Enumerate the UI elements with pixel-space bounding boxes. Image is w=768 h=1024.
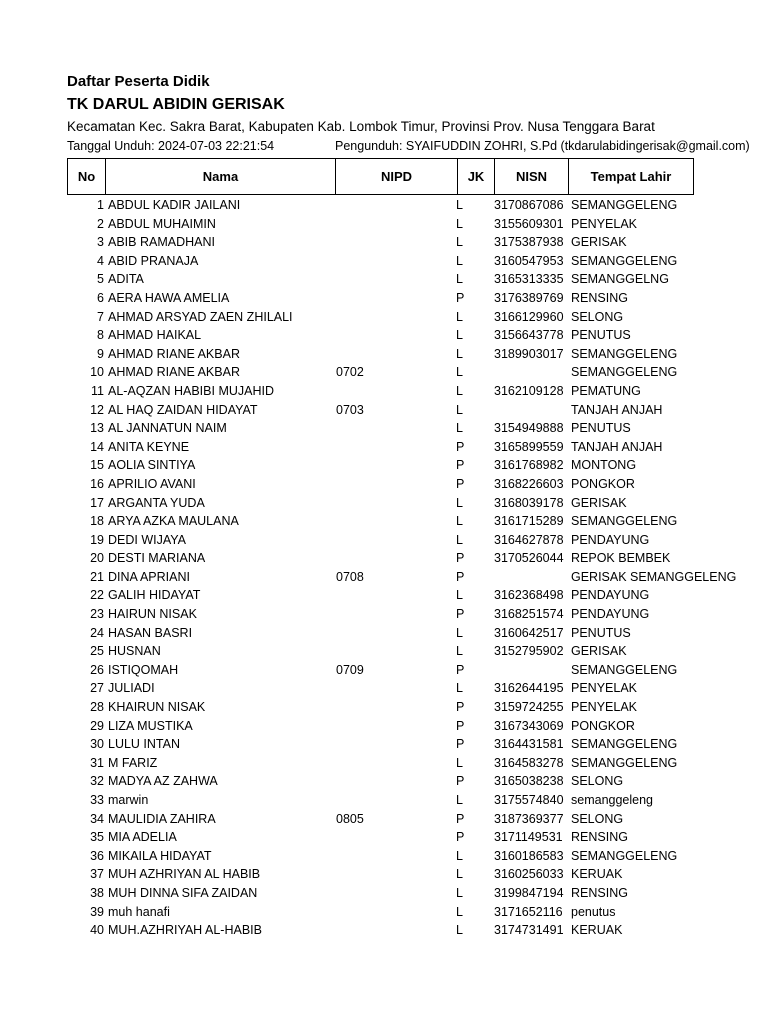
cell-jk: P xyxy=(456,737,465,752)
cell-no: 2 xyxy=(97,216,104,231)
cell-no: 16 xyxy=(90,476,104,491)
cell-jk: P xyxy=(456,700,465,715)
cell-nama: MIKAILA HIDAYAT xyxy=(108,848,212,863)
cell-nisn: 3155609301 xyxy=(494,216,564,231)
table-row xyxy=(67,624,695,643)
cell-nama: KHAIRUN NISAK xyxy=(108,700,206,715)
cell-no: 13 xyxy=(90,421,104,436)
cell-jk: L xyxy=(456,402,463,417)
cell-no: 27 xyxy=(90,681,104,696)
cell-nama: ANITA KEYNE xyxy=(108,439,190,454)
cell-tempat-lahir: SEMANGGELENG xyxy=(571,737,678,752)
cell-no: 15 xyxy=(90,458,104,473)
column-header-tempat-lahir: Tempat Lahir xyxy=(569,159,694,195)
cell-nisn: 3162368498 xyxy=(494,588,564,603)
column-header-nisn: NISN xyxy=(495,159,569,195)
cell-nisn: 3165313335 xyxy=(494,272,564,287)
cell-no: 6 xyxy=(97,290,104,305)
table-row xyxy=(67,865,695,884)
column-header-no: No xyxy=(68,159,106,195)
table-row xyxy=(67,475,695,494)
cell-nipd: 0805 xyxy=(336,811,364,826)
cell-tempat-lahir: SEMANGGELENG xyxy=(571,365,678,380)
cell-jk: L xyxy=(456,309,463,324)
table-row xyxy=(67,512,695,531)
cell-tempat-lahir: RENSING xyxy=(571,885,628,900)
cell-tempat-lahir: penutus xyxy=(571,904,616,919)
cell-nama: HASAN BASRI xyxy=(108,625,193,640)
cell-nama: AL-AQZAN HABIBI MUJAHID xyxy=(108,383,274,398)
cell-no: 3 xyxy=(97,235,104,250)
cell-nisn: 3189903017 xyxy=(494,346,564,361)
table-row xyxy=(67,754,695,773)
cell-jk: L xyxy=(456,216,463,231)
cell-jk: L xyxy=(456,495,463,510)
table-row xyxy=(67,772,695,791)
cell-tempat-lahir: SEMANGGELENG xyxy=(571,514,678,529)
cell-nipd: 0708 xyxy=(336,569,364,584)
cell-nisn: 3156643778 xyxy=(494,328,564,343)
cell-jk: P xyxy=(456,569,465,584)
cell-nama: marwin xyxy=(108,793,149,807)
table-row xyxy=(67,679,695,698)
cell-nama: DESTI MARIANA xyxy=(108,551,206,566)
cell-tempat-lahir: PENYELAK xyxy=(571,216,638,231)
table-row xyxy=(67,382,695,401)
cell-nama: M FARIZ xyxy=(108,755,158,770)
cell-nisn: 3174731491 xyxy=(494,923,564,938)
cell-jk: L xyxy=(456,755,463,770)
cell-tempat-lahir: SEMANGGELENG xyxy=(571,755,678,770)
cell-jk: P xyxy=(456,718,465,733)
cell-nisn: 3165038238 xyxy=(494,774,564,789)
header-row xyxy=(68,159,694,195)
cell-nisn: 3171652116 xyxy=(494,904,563,919)
cell-jk: L xyxy=(456,681,463,696)
cell-no: 24 xyxy=(90,625,104,640)
cell-no: 38 xyxy=(90,885,104,900)
cell-tempat-lahir: PONGKOR xyxy=(571,476,635,491)
cell-nama: AHMAD ARSYAD ZAEN ZHILALI xyxy=(108,309,293,324)
cell-tempat-lahir: PENYELAK xyxy=(571,700,638,715)
cell-jk: L xyxy=(456,421,463,436)
table-row xyxy=(67,884,695,903)
cell-jk: L xyxy=(456,867,463,882)
cell-no: 36 xyxy=(90,848,104,863)
cell-nama: LIZA MUSTIKA xyxy=(108,718,193,733)
cell-nisn: 3160642517 xyxy=(494,625,564,640)
table-row xyxy=(67,903,695,922)
cell-no: 8 xyxy=(97,328,104,343)
cell-nama: AOLIA SINTIYA xyxy=(108,458,196,473)
cell-jk: L xyxy=(456,346,463,361)
cell-nisn: 3168251574 xyxy=(494,607,564,622)
cell-nisn: 3199847194 xyxy=(494,885,564,900)
cell-tempat-lahir: RENSING xyxy=(571,290,628,305)
cell-nama: ARGANTA YUDA xyxy=(108,495,205,510)
cell-jk: L xyxy=(456,532,463,547)
table-row xyxy=(67,586,695,605)
cell-tempat-lahir: SEMANGGELNG xyxy=(571,272,669,287)
cell-no: 31 xyxy=(90,755,104,770)
column-header-nama: Nama xyxy=(106,159,336,195)
table-row xyxy=(67,363,695,382)
table-row xyxy=(67,791,695,810)
cell-no: 11 xyxy=(91,383,104,398)
table-row xyxy=(67,494,695,513)
cell-no: 10 xyxy=(90,365,104,380)
student-table-header xyxy=(67,158,694,195)
cell-nisn: 3159724255 xyxy=(494,700,564,715)
cell-tempat-lahir: SEMANGGELENG xyxy=(571,848,678,863)
cell-no: 14 xyxy=(90,439,104,454)
cell-nisn: 3170867086 xyxy=(494,198,564,212)
table-row xyxy=(67,828,695,847)
cell-jk: P xyxy=(456,811,465,826)
cell-jk: L xyxy=(456,793,463,807)
cell-jk: P xyxy=(456,662,465,677)
cell-nama: AHMAD RIANE AKBAR xyxy=(108,346,240,361)
table-row xyxy=(67,642,695,661)
cell-nisn: 3170526044 xyxy=(494,551,564,566)
table-row xyxy=(67,698,695,717)
cell-nisn: 3160186583 xyxy=(494,848,564,863)
cell-no: 21 xyxy=(90,569,104,584)
cell-jk: L xyxy=(456,923,463,938)
cell-jk: L xyxy=(456,848,463,863)
cell-nama: ABDUL MUHAIMIN xyxy=(108,216,216,231)
cell-jk: L xyxy=(456,625,463,640)
cell-no: 30 xyxy=(90,737,104,752)
cell-nisn: 3171149531 xyxy=(494,830,563,845)
table-row xyxy=(67,345,695,364)
cell-tempat-lahir: PENUTUS xyxy=(571,625,631,640)
table-row xyxy=(67,308,695,327)
cell-no: 26 xyxy=(90,662,104,677)
cell-tempat-lahir: PENYELAK xyxy=(571,681,638,696)
cell-nama: AL HAQ ZAIDAN HIDAYAT xyxy=(108,402,258,417)
cell-tempat-lahir: SEMANGGELENG xyxy=(571,253,678,268)
document-title: Daftar Peserta Didik xyxy=(67,73,210,90)
cell-tempat-lahir: TANJAH ANJAH xyxy=(571,402,663,417)
cell-nisn: 3152795902 xyxy=(494,644,564,659)
table-row xyxy=(67,196,695,215)
table-row xyxy=(67,401,695,420)
cell-no: 20 xyxy=(90,551,104,566)
cell-no: 33 xyxy=(90,793,104,807)
column-header-jk: JK xyxy=(458,159,495,195)
cell-nipd: 0703 xyxy=(336,402,364,417)
cell-jk: L xyxy=(456,198,463,212)
cell-no: 39 xyxy=(90,904,104,919)
cell-jk: P xyxy=(456,458,465,473)
cell-jk: L xyxy=(456,328,463,343)
cell-nama: AL JANNATUN NAIM xyxy=(108,421,227,436)
table-row xyxy=(67,810,695,829)
cell-tempat-lahir: PENUTUS xyxy=(571,328,631,343)
cell-nama: HUSNAN xyxy=(108,644,161,659)
cell-no: 29 xyxy=(90,718,104,733)
cell-jk: L xyxy=(456,235,463,250)
cell-no: 5 xyxy=(97,272,104,287)
table-row xyxy=(67,289,695,308)
cell-tempat-lahir: PENDAYUNG xyxy=(571,607,650,622)
cell-no: 35 xyxy=(90,830,104,845)
cell-jk: L xyxy=(456,383,463,398)
cell-tempat-lahir: KERUAK xyxy=(571,867,623,882)
table-row xyxy=(67,438,695,457)
cell-nisn: 3160547953 xyxy=(494,253,564,268)
cell-nisn: 3175387938 xyxy=(494,235,564,250)
table-row xyxy=(67,419,695,438)
cell-tempat-lahir: MONTONG xyxy=(571,458,637,473)
cell-jk: P xyxy=(456,551,465,566)
table-row xyxy=(67,735,695,754)
cell-no: 23 xyxy=(90,607,104,622)
cell-tempat-lahir: TANJAH ANJAH xyxy=(571,439,663,454)
cell-nama: LULU INTAN xyxy=(108,737,181,752)
cell-tempat-lahir: SELONG xyxy=(571,774,624,789)
cell-nisn: 3167343069 xyxy=(494,718,564,733)
cell-nama: AHMAD RIANE AKBAR xyxy=(108,365,240,380)
cell-no: 4 xyxy=(97,253,104,268)
cell-nama: ABDUL KADIR JAILANI xyxy=(108,198,241,212)
table-row xyxy=(67,456,695,475)
cell-nisn: 3162644195 xyxy=(494,681,564,696)
school-name: TK DARUL ABIDIN GERISAK xyxy=(67,96,285,113)
cell-nisn: 3164627878 xyxy=(494,532,564,547)
cell-nisn: 3160256033 xyxy=(494,867,564,882)
table-row xyxy=(67,233,695,252)
cell-jk: L xyxy=(456,365,463,380)
cell-nisn: 3161715289 xyxy=(494,514,564,529)
cell-jk: L xyxy=(456,272,463,287)
table-row xyxy=(67,605,695,624)
cell-nama: MUH AZHRIYAN AL HABIB xyxy=(108,867,261,882)
cell-jk: P xyxy=(456,476,465,491)
cell-tempat-lahir: PENUTUS xyxy=(571,421,631,436)
cell-jk: P xyxy=(456,439,465,454)
cell-no: 25 xyxy=(90,644,104,659)
cell-no: 12 xyxy=(90,402,104,417)
cell-nisn: 3166129960 xyxy=(494,309,564,324)
cell-nama: HAIRUN NISAK xyxy=(108,607,197,622)
cell-tempat-lahir: PENDAYUNG xyxy=(571,532,650,547)
cell-no: 40 xyxy=(90,923,104,938)
cell-no: 22 xyxy=(90,588,104,603)
column-header-nipd: NIPD xyxy=(336,159,458,195)
cell-nipd: 0709 xyxy=(336,662,364,677)
cell-nama: MIA ADELIA xyxy=(108,830,177,845)
cell-jk: L xyxy=(456,514,463,529)
cell-nama: muh hanafi xyxy=(108,904,170,919)
cell-nisn: 3187369377 xyxy=(494,811,564,826)
cell-nama: MUH DINNA SIFA ZAIDAN xyxy=(108,885,258,900)
cell-nama: DINA APRIANI xyxy=(108,569,190,584)
cell-nisn: 3164431581 xyxy=(494,737,564,752)
cell-tempat-lahir: SEMANGGELENG xyxy=(571,346,678,361)
cell-nama: GALIH HIDAYAT xyxy=(108,588,201,603)
table-row xyxy=(67,252,695,271)
cell-nama: APRILIO AVANI xyxy=(108,476,196,491)
cell-tempat-lahir: REPOK BEMBEK xyxy=(571,551,671,566)
cell-nisn: 3168226603 xyxy=(494,476,564,491)
table-row xyxy=(67,531,695,550)
cell-tempat-lahir: SELONG xyxy=(571,811,624,826)
table-row xyxy=(67,549,695,568)
cell-tempat-lahir: PENDAYUNG xyxy=(571,588,650,603)
cell-no: 7 xyxy=(97,309,104,324)
cell-nisn: 3168039178 xyxy=(494,495,564,510)
table-row xyxy=(67,847,695,866)
cell-no: 37 xyxy=(90,867,104,882)
cell-no: 17 xyxy=(90,495,104,510)
cell-nama: MAULIDIA ZAHIRA xyxy=(108,811,216,826)
cell-nama: ABIB RAMADHANI xyxy=(108,235,215,250)
table-row xyxy=(67,215,695,234)
cell-tempat-lahir: SELONG xyxy=(571,309,624,324)
cell-tempat-lahir: RENSING xyxy=(571,830,628,845)
cell-tempat-lahir: SEMANGGELENG xyxy=(571,198,678,212)
download-date: Tanggal Unduh: 2024-07-03 22:21:54 xyxy=(67,139,275,153)
cell-nama: JULIADI xyxy=(108,681,155,696)
cell-nama: ISTIQOMAH xyxy=(108,662,179,677)
cell-nama: ABID PRANAJA xyxy=(108,253,199,268)
cell-nama: ADITA xyxy=(108,272,144,287)
table-row xyxy=(67,568,737,587)
cell-nisn: 3161768982 xyxy=(494,458,564,473)
table-row xyxy=(67,270,695,289)
cell-tempat-lahir: GERISAK xyxy=(571,495,627,510)
table-row xyxy=(67,717,695,736)
cell-tempat-lahir: KERUAK xyxy=(571,923,623,938)
cell-jk: L xyxy=(456,644,463,659)
cell-nama: DEDI WIJAYA xyxy=(108,532,187,547)
cell-no: 1 xyxy=(97,198,104,212)
cell-nisn: 3162109128 xyxy=(494,383,564,398)
cell-no: 28 xyxy=(90,700,104,715)
cell-jk: P xyxy=(456,290,465,305)
cell-jk: P xyxy=(456,607,465,622)
cell-nisn: 3175574840 xyxy=(494,793,564,807)
school-address: Kecamatan Kec. Sakra Barat, Kabupaten Kab. Lombok Timur, Provinsi Prov. Nusa Tenggara Barat xyxy=(67,119,655,134)
cell-nama: AHMAD HAIKAL xyxy=(108,328,202,343)
cell-jk: P xyxy=(456,774,465,789)
cell-tempat-lahir: PONGKOR xyxy=(571,718,635,733)
cell-nisn: 3164583278 xyxy=(494,755,564,770)
cell-jk: L xyxy=(456,588,463,603)
cell-nama: AERA HAWA AMELIA xyxy=(108,290,230,305)
cell-tempat-lahir: PEMATUNG xyxy=(571,383,641,398)
cell-nisn: 3154949888 xyxy=(494,421,564,436)
cell-no: 32 xyxy=(90,774,104,789)
cell-jk: P xyxy=(456,830,465,845)
cell-nisn: 3165899559 xyxy=(494,439,564,454)
cell-tempat-lahir: SEMANGGELENG xyxy=(571,662,678,677)
cell-no: 18 xyxy=(90,514,104,529)
cell-no: 9 xyxy=(97,346,104,361)
table-row xyxy=(67,921,695,940)
table-row xyxy=(67,326,695,345)
cell-tempat-lahir: GERISAK xyxy=(571,644,627,659)
cell-jk: L xyxy=(456,904,463,919)
cell-nisn: 3176389769 xyxy=(494,290,564,305)
cell-nama: ARYA AZKA MAULANA xyxy=(108,514,239,529)
cell-nama: MADYA AZ ZAHWA xyxy=(108,774,218,789)
cell-nipd: 0702 xyxy=(336,365,364,380)
table-row xyxy=(67,661,695,680)
cell-tempat-lahir: GERISAK xyxy=(571,235,627,250)
cell-jk: L xyxy=(456,885,463,900)
cell-no: 19 xyxy=(90,532,104,547)
cell-tempat-lahir: semanggeleng xyxy=(571,793,654,807)
meta-line xyxy=(67,139,750,157)
cell-tempat-lahir: GERISAK SEMANGGELENG xyxy=(571,569,737,584)
downloaded-by: Pengunduh: SYAIFUDDIN ZOHRI, S.Pd (tkdarulabidingerisak@gmail.com) xyxy=(335,139,750,153)
cell-no: 34 xyxy=(90,811,104,826)
cell-jk: L xyxy=(456,253,463,268)
cell-nama: MUH.AZHRIYAH AL-HABIB xyxy=(108,923,262,938)
student-table-body xyxy=(67,196,737,940)
